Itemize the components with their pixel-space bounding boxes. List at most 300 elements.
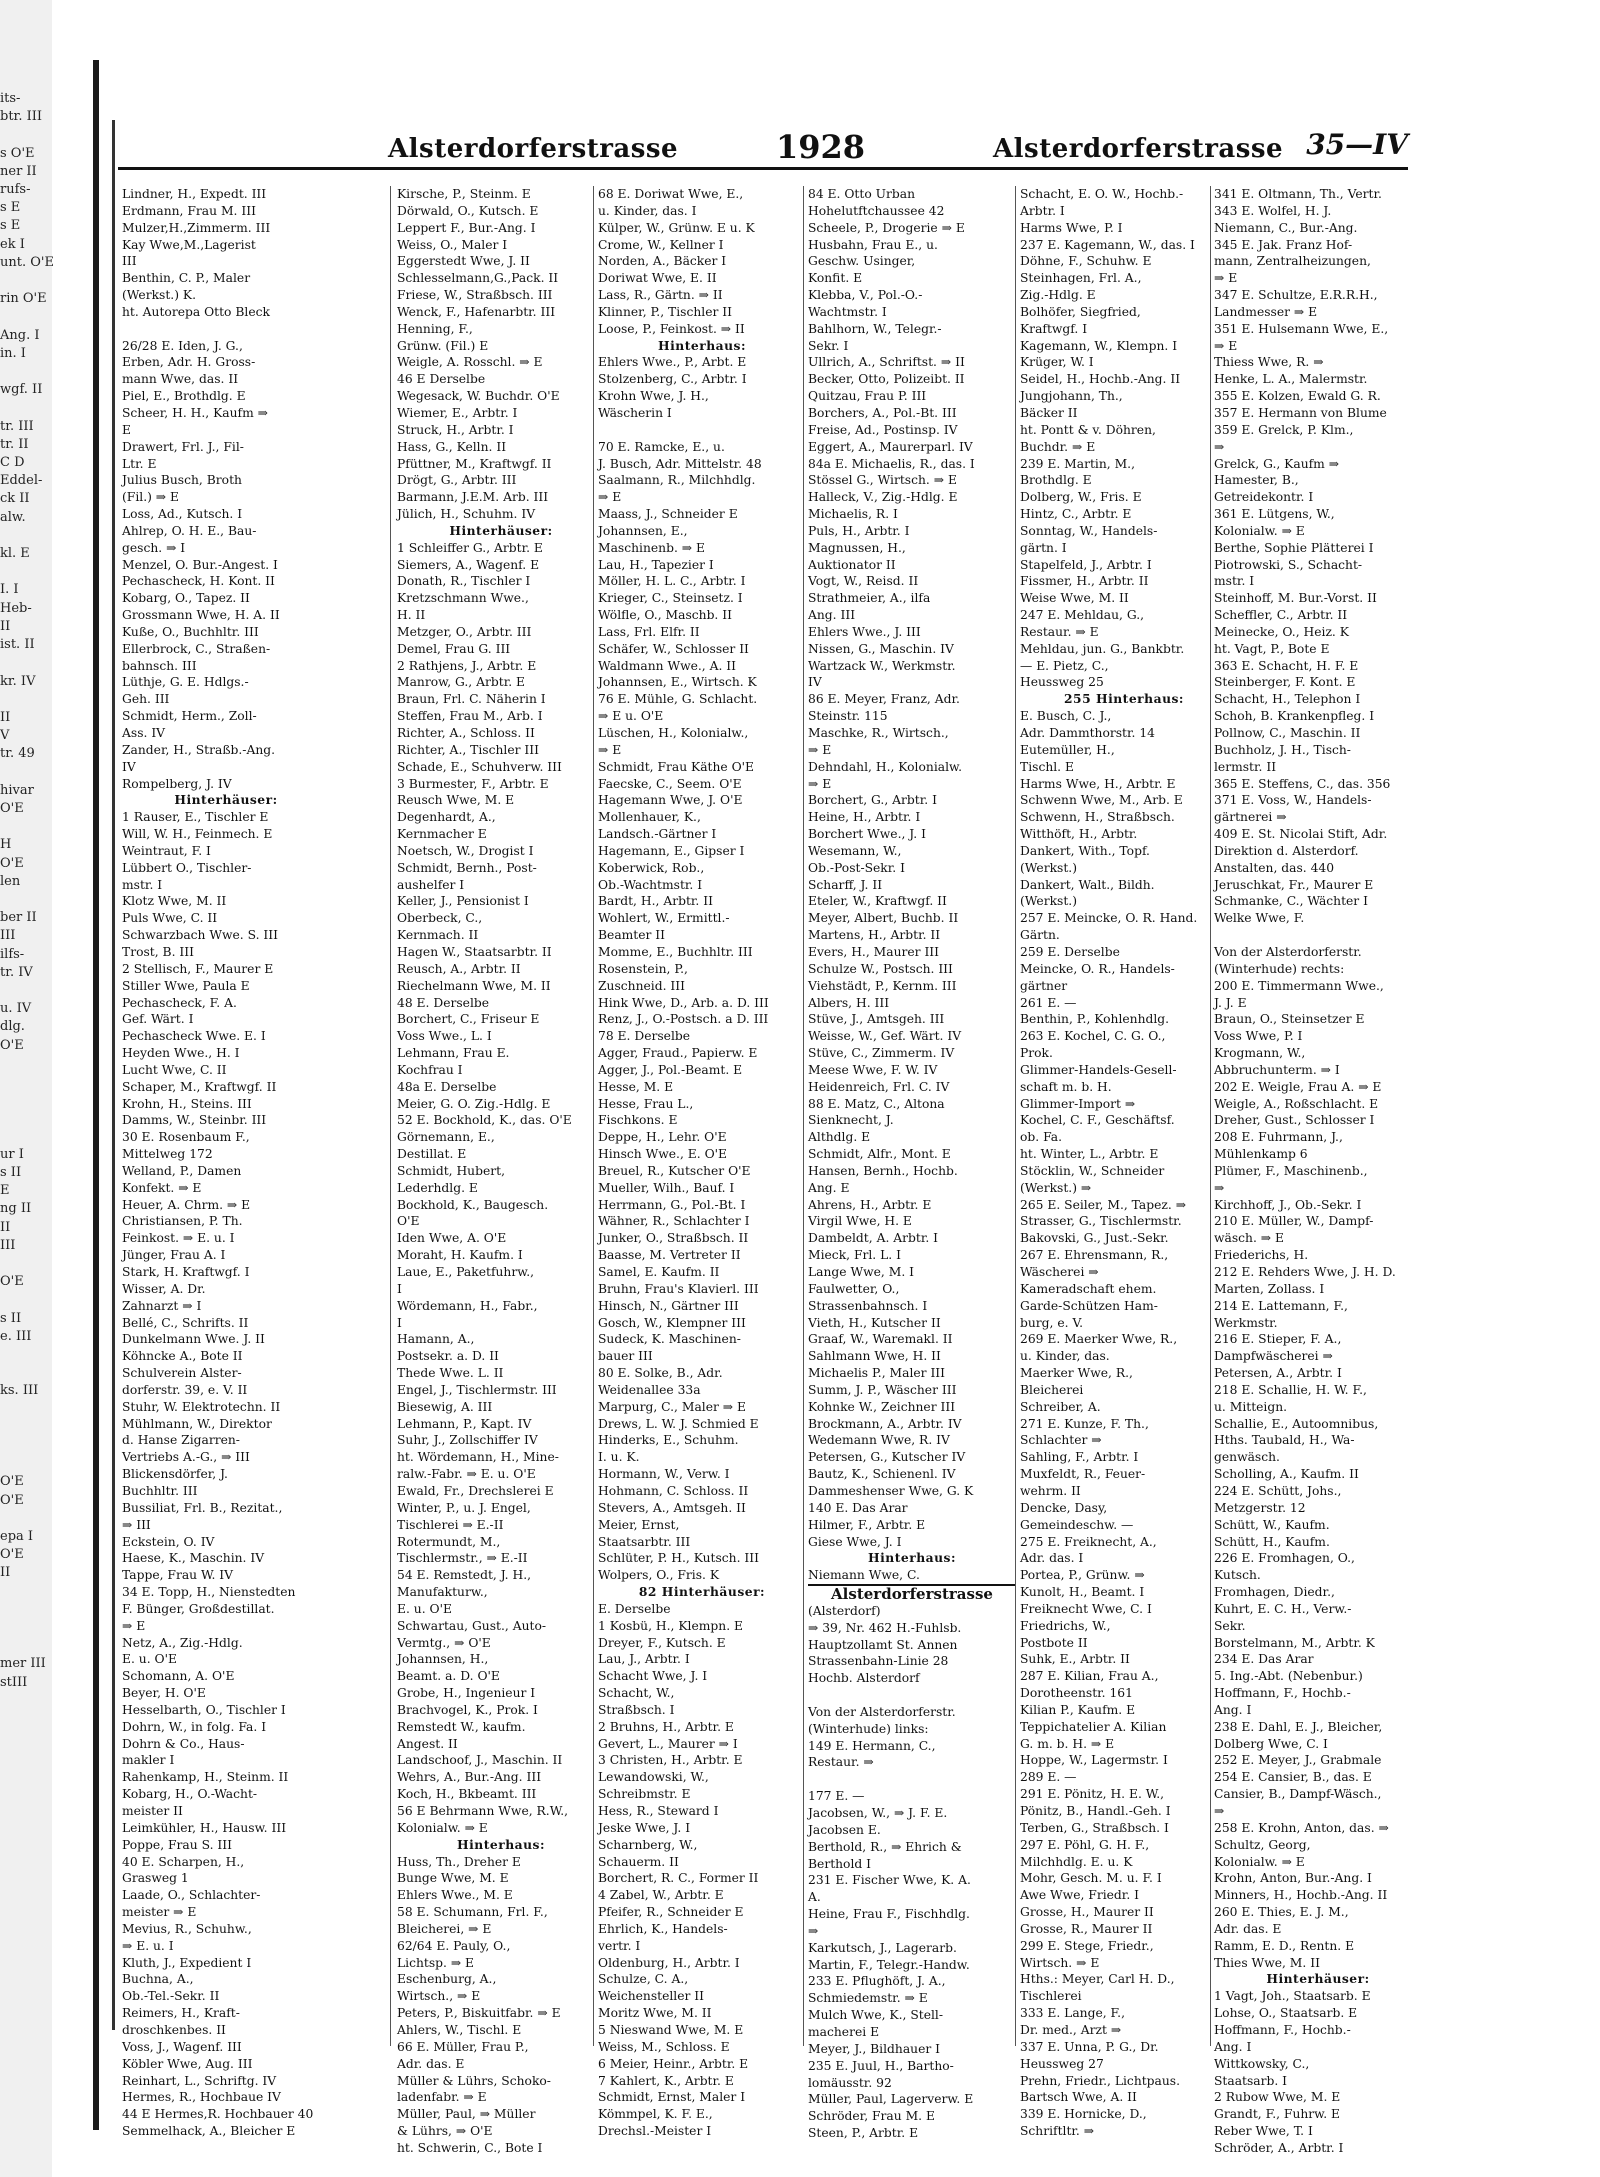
directory-entry-line: E. Busch, C. J., [1020,709,1112,724]
book-gutter [93,60,99,2130]
directory-entry-line: Glimmer-Import ⇒ [1020,1096,1136,1111]
directory-entry-line: Christiansen, P. Th. [122,1214,243,1229]
directory-entry-line: Tischlermstr., ⇒ E.-II [397,1551,528,1566]
directory-entry-line: Grosse, H., Maurer II [1020,1905,1154,1920]
directory-entry-line [598,422,806,439]
directory-entry-line: Dolberg, W., Fris. E [1020,490,1142,505]
directory-entry-line: IV [808,675,822,690]
left-margin-fragment: Heb- [0,600,32,616]
directory-entry-line: mstr. I [122,877,163,892]
directory-entry-line [122,321,330,338]
directory-entry-line: Mohr, Gesch. M. u. F. I [1020,1871,1162,1886]
directory-entry-line: Gemeindeschw. — [1020,1517,1134,1532]
directory-entry-line: ht. Schwerin, C., Bote I [397,2140,543,2155]
directory-entry-line: Hinterhäuser: [449,522,553,538]
directory-entry-line: Julius Busch, Broth [122,473,242,488]
directory-entry-line: Baasse, M. Vertreter II [598,1248,741,1263]
left-margin-fragment [0,1346,100,1364]
directory-entry-line: 56 E Behrmann Wwe, R.W., [397,1804,569,1818]
directory-column-5 [1020,186,1228,2139]
left-margin-fragment [0,126,100,144]
left-margin-fragment [0,691,100,709]
directory-entry-line: Plümer, F., Maschinenb., [1214,1163,1368,1178]
directory-entry-line: Külper, W., Grünw. E u. K [598,220,755,235]
directory-entry-line: 48a E. Derselbe [397,1079,497,1094]
directory-entry-line: Schäfer, W., Schlosser II [598,641,749,656]
directory-entry-line: Martens, H., Arbtr. II [808,928,941,943]
directory-entry-line: 267 E. Ehrensmann, R., [1020,1248,1169,1263]
directory-entry-line: Grelck, G., Kaufm ⇒ [1214,456,1340,471]
directory-entry-line: Peters, P., Biskuitfabr. ⇒ E [397,2006,561,2021]
directory-entry-line: 177 E. — [808,1789,865,1804]
directory-entry-line: Lindner, H., Expedt. III [122,187,267,201]
directory-entry-line: lomäusstr. 92 [808,2075,892,2090]
left-margin-fragment: s E [0,200,21,216]
left-margin-fragment [0,1710,100,1728]
directory-entry-line: Auktionator II [808,557,896,572]
directory-entry-line: Voss, J., Wagenf. III [122,2039,242,2054]
directory-entry-line: Jünger, Frau A. I [122,1248,226,1263]
directory-entry-line: Hauptzollamt St. Annen [808,1637,958,1652]
directory-entry-line: Doriwat Wwe, E. II [598,271,717,286]
directory-entry-line: Norden, A., Bäcker I [598,254,727,269]
directory-entry-line: Remstedt W., kaufm. [397,1719,526,1734]
directory-entry-line: ⇒ E [598,490,622,505]
directory-entry-line: Mollenhauer, K., [598,810,701,825]
directory-entry-line: Hilmer, F., Arbtr. E [808,1517,926,1532]
directory-entry-line: u. Mitteign. [1214,1399,1288,1414]
directory-entry-line: 263 E. Kochel, C. G. O., [1020,1029,1166,1044]
left-margin-fragment: ks. III [0,1383,39,1399]
directory-entry-line: Grünw. (Fil.) E [397,338,489,353]
directory-entry-line: Kohnke W., Zeichner III [808,1399,956,1414]
directory-entry-line: Lehmann, Frau E. [397,1046,510,1061]
directory-entry-line: 46 E Derselbe [397,372,486,387]
directory-entry-line: Thies Wwe, M. II [1214,1955,1320,1970]
directory-entry-line: Von der Alsterdorferstr. [1214,944,1362,959]
directory-entry-line: wäsch. ⇒ E [1214,1231,1284,1246]
directory-entry-line: Koch, H., Bkbeamt. III [397,1787,537,1802]
directory-entry-line: Scheffler, C., Arbtr. II [1214,608,1348,623]
directory-entry-line: Buchdr. ⇒ E [1020,439,1096,454]
directory-entry-line: Ewald, Fr., Drechslerei E [397,1483,554,1498]
directory-entry-line: O'E [397,1214,420,1229]
directory-entry-line: Dambeldt, A. Arbtr. I [808,1231,939,1246]
directory-entry-line: Richter, A., Tischler III [397,742,539,757]
directory-entry-line: Meier, Ernst, [598,1517,680,1532]
directory-entry-line: Maschinenb. ⇒ E [598,540,705,555]
directory-entry-line: Hoppe, W., Lagermstr. I [1020,1753,1168,1768]
left-margin-fragment [0,1437,100,1455]
directory-entry-line: Bleicherei [1020,1382,1084,1397]
directory-entry-line: Husbahn, Frau E., u. [808,237,938,252]
directory-entry-line: Hinterhaus: [867,1550,957,1566]
directory-column-2 [397,186,605,2155]
directory-entry-line: Geschw. Usinger, [808,254,916,269]
left-margin-fragment: II [0,1219,11,1235]
directory-entry-line: Buchhltr. III [122,1483,198,1498]
left-margin-fragment [0,308,100,326]
directory-entry-line: 34 E. Topp, H., Nienstedten [122,1585,296,1600]
directory-entry-line: Vieth, H., Kutscher II [808,1315,941,1330]
directory-entry-line: Berthe, Sophie Plätterei I [1214,540,1374,555]
directory-entry-line: Friese, W., Straßbsch. III [397,288,553,303]
directory-entry-line: 149 E. Hermann, C., [808,1738,936,1753]
left-margin-fragment [0,1910,100,1928]
directory-entry-line: Althdlg. E [808,1130,871,1145]
left-margin-fragment [0,1364,100,1382]
left-margin-fragment [0,1856,100,1874]
directory-entry-line: Tischlerei [1020,1989,1082,2004]
directory-entry-line: Steinstr. 115 [808,709,888,724]
directory-entry-line: Dolberg Wwe, C. I [1214,1736,1328,1751]
directory-entry-line: Schmanke, C., Wächter I [1214,894,1368,909]
directory-entry-line: 359 E. Grelck, P. Klm., [1214,422,1354,437]
directory-entry-line: Reinhart, L., Schriftg. IV [122,2073,277,2088]
directory-entry-line: Agger, J., Pol.-Beamt. E [598,1062,743,1077]
left-margin-fragment [0,982,100,1000]
directory-entry-line: Ass. IV [122,726,166,740]
directory-entry-line: Deppe, H., Lehr. O'E [598,1130,727,1145]
directory-entry-line: Wesemann, W., [808,843,902,858]
directory-entry-line: Kernmacher E [397,827,487,842]
directory-entry-line: J. J. E [1214,995,1247,1010]
directory-entry-line: 238 E. Dahl, E. J., Bleicher, [1214,1719,1383,1734]
directory-entry-line: 234 E. Das Arar [1214,1652,1314,1667]
directory-entry-line: Meier, G. O. Zig.-Hdlg. E [397,1096,551,1111]
directory-entry-line: 347 E. Schultze, E.R.R.H., [1214,288,1378,303]
directory-entry-line: Müller & Lührs, Schoko- [397,2073,551,2088]
directory-entry-line: Haese, K., Maschin. IV [122,1551,265,1566]
directory-entry-line: Hinsch, N., Gärtner III [598,1298,739,1313]
directory-entry-line: ⇒ 39, Nr. 462 H.-Fuhlsb. [808,1620,962,1635]
directory-entry-line: Mulzer,H.,Zimmerm. III [122,220,271,235]
directory-entry-line: u. Kinder, das. I [598,203,697,218]
directory-entry-line: 261 E. — [1020,995,1077,1010]
directory-entry-line: Engel, J., Tischlermstr. III [397,1382,557,1397]
directory-entry-line: Zahnarzt ⇒ I [122,1298,202,1313]
directory-entry-line: Kilian P., Kaufm. E [1020,1702,1136,1717]
directory-entry-line: Meese Wwe, F. W. IV [808,1062,938,1077]
directory-entry-line: Mittelweg 172 [122,1147,213,1162]
directory-entry-line: Giese Wwe, J. I [808,1534,902,1549]
directory-entry-line: Schulverein Alster- [122,1366,242,1381]
column-divider [390,186,391,2046]
directory-entry-line: Eutemüller, H., [1020,742,1115,757]
directory-entry-line: Wäscherei ⇒ [1020,1265,1099,1279]
directory-entry-line: Voss Wwe., L. I [397,1029,492,1044]
left-margin-fragment: C D [0,455,25,471]
directory-entry-line: Weigle, A., Roßschlacht. E [1214,1096,1379,1111]
directory-entry-line: 254 E. Cansier, B., das. E [1214,1770,1372,1785]
directory-entry-line: Werkmstr. [1214,1315,1278,1330]
directory-entry-line: 48 E. Derselbe [397,995,490,1010]
directory-entry-line: 66 E. Müller, Frau P., [397,2039,529,2054]
directory-entry-line: Trost, B. III [122,944,194,959]
directory-entry-line: Adr. das. I [1020,1551,1084,1566]
directory-entry-line: Eschenburg, A., [397,1972,497,1987]
directory-entry-line: vertr. I [598,1938,641,1953]
directory-entry-line: Zig.-Hdlg. E [1020,288,1096,303]
directory-entry-line: Lederhdlg. E [397,1180,478,1195]
page-border-line [112,120,115,2030]
directory-entry-line: Hagen W., Staatsarbtr. II [397,944,552,959]
directory-entry-line: Meyer, J., Bildhauer I [808,2041,941,2056]
directory-entry-line: Graaf, W., Waremakl. II [808,1332,953,1347]
directory-entry-line: 214 E. Lattemann, F., [1214,1298,1348,1313]
directory-entry-line: Eckstein, O. IV [122,1534,215,1549]
directory-entry-line: Petersen, A., Arbtr. I [1214,1366,1342,1381]
directory-entry-line: Stolzenberg, C., Arbtr. I [598,372,747,387]
directory-entry-line: ⇒ [1214,1804,1225,1818]
left-margin-fragment: O'E [0,1274,24,1290]
directory-entry-line: Scheele, P., Drogerie ⇒ E [808,220,965,235]
directory-entry-line: Schlesselmann,G.,Pack. II [397,271,559,286]
directory-entry-line: Reusch Wwe, M. E [397,793,515,808]
directory-entry-line: Wenck, F., Hafenarbtr. III [397,304,556,319]
directory-entry-line: Struck, H., Arbtr. I [397,422,514,437]
directory-entry-line: 333 E. Lange, F., [1020,2006,1125,2021]
directory-entry-line: Schaper, M., Kraftwgf. II [122,1079,277,1094]
directory-entry-line: Ang. I [1214,2039,1252,2054]
directory-entry-line: Konfekt. ⇒ E [122,1180,202,1195]
directory-entry-line: I [397,1281,402,1296]
directory-entry-line: Grandt, F., Fuhrw. E [1214,2107,1341,2122]
directory-entry-line: Saalmann, R., Milchhdlg. [598,473,756,488]
directory-entry-line: 237 E. Kagemann, W., das. I [1020,237,1195,252]
directory-entry-line: Schoh, B. Krankenpfleg. I [1214,709,1375,724]
directory-entry-line: Angest. II [397,1736,458,1751]
directory-entry-line: Schulze, C. A., [598,1972,689,1987]
header-rule [118,167,1408,170]
directory-entry-line: Nissen, G., Maschin. IV [808,641,954,656]
directory-entry-line: ⇒ E. u. I [122,1938,174,1953]
directory-entry-line: Loss, Ad., Kutsch. I [122,507,243,522]
directory-entry-line: Staatsarbtr. III [598,1534,691,1549]
directory-entry-line: 4 Zabel, W., Arbtr. E [598,1888,724,1903]
directory-entry-line: & Lührs, ⇒ O'E [397,2124,493,2139]
directory-entry-line: Kameradschaft ehem. [1020,1281,1157,1296]
left-margin-fragment [0,1055,100,1073]
directory-entry-line: Schlachter ⇒ [1020,1433,1102,1448]
directory-entry-line: Grosse, R., Maurer II [1020,1921,1153,1936]
directory-entry-line: mann, Zentralheizungen, [1214,254,1371,269]
directory-entry-line: Steinhagen, Frl. A., [1020,271,1142,286]
directory-entry-line: 275 E. Freiknecht, A., [1020,1534,1157,1549]
directory-entry-line: Weise Wwe, M. II [1020,591,1129,606]
directory-entry-line: Hesselbarth, O., Tischler I [122,1702,286,1717]
directory-entry-line: 255 Hinterhaus: [1064,691,1184,707]
directory-entry-line: aushelfer I [397,877,465,892]
directory-entry-line: Summ, J. P., Wäscher III [808,1382,957,1397]
directory-entry-line: Dohrn, W., in folg. Fa. I [122,1719,267,1734]
directory-entry-line: Michaelis, R. I [808,507,898,522]
directory-entry-line: Adr. das. E [397,2056,465,2071]
directory-entry-line: Strathmeier, A., ilfa [808,591,931,606]
directory-entry-line: Riechelmann Wwe, M. II [397,978,551,993]
directory-entry-line: Restaur. ⇒ [808,1755,874,1770]
directory-entry-line: Schriftltr. ⇒ [1020,2124,1095,2139]
left-margin-fragment [0,1401,100,1419]
directory-entry-line: E [122,422,131,437]
left-margin-fragment: O'E [0,1492,24,1508]
directory-entry-line: 233 E. Pflughöft, J. A., [808,1974,946,1989]
directory-entry-line: Henning, F., [397,321,473,336]
directory-entry-line: E. u. O'E [397,1601,452,1616]
left-margin-fragment [0,891,100,909]
directory-entry-line: — E. Pietz, C., [1020,658,1109,673]
directory-entry-line: 371 E. Voss, W., Handels- [1214,793,1372,808]
directory-entry-line: Straßbsch. I [598,1702,675,1717]
directory-entry-line: 297 E. Pöhl, G. H. F., [1020,1837,1150,1852]
directory-entry-line: Schmidt, Hubert, [397,1163,505,1178]
directory-entry-line: Faulwetter, O., [808,1281,900,1296]
directory-entry-line: Geh. III [122,692,170,707]
left-margin-fragment: its- [0,91,21,106]
directory-entry-line: Leppert F., Bur.-Ang. I [397,220,536,235]
directory-entry-line: Wittkowsky, C., [1214,2056,1310,2071]
directory-entry-line: Johannsen, E., [598,523,688,538]
directory-entry-line: Hermes, R., Hochbaue IV [122,2090,281,2105]
directory-entry-line: Wördemann, H., Fabr., [397,1298,538,1313]
directory-entry-line: Grasweg 1 [122,1871,189,1886]
directory-entry-line: Cansier, B., Dampf-Wäsch., [1214,1787,1382,1802]
left-margin-fragment: in. I [0,345,26,361]
directory-entry-line: Vogt, W., Reisd. II [808,574,919,589]
directory-entry-line: Johannsen, H., [397,1652,489,1667]
directory-entry-line: Brothdlg. E [1020,473,1092,488]
directory-entry-line: Schwenn, H., Straßbsch. [1020,810,1175,825]
directory-entry-line: Hamester, B., [1214,473,1299,488]
directory-entry-line: Menzel, O. Bur.-Angest. I [122,557,278,572]
directory-entry-line: Scharff, J. II [808,877,883,892]
directory-entry-line: Portea, P., Grünw. ⇒ [1020,1568,1145,1583]
directory-entry-line: Will, W. H., Feinmech. E [122,827,273,842]
directory-entry-line: ht. Winter, L., Arbtr. E [1020,1147,1159,1162]
directory-entry-line: ht. Wördemann, H., Mine- [397,1450,559,1465]
directory-entry-line: Teppichatelier A. Kilian [1020,1719,1167,1734]
directory-entry-line: Semmelhack, A., Bleicher E [122,2124,296,2139]
left-margin-fragment: O'E [0,1547,24,1563]
directory-entry-line: Steen, P., Arbtr. E [808,2126,919,2141]
directory-entry-line: gesch. ⇒ I [122,540,186,555]
directory-entry-line: Barmann, J.E.M. Arb. III [397,490,549,505]
directory-entry-line: Strassenbahn-Linie 28 [808,1654,949,1669]
directory-entry-line: Lass, R., Gärtn. ⇒ II [598,288,723,303]
directory-entry-line: 231 E. Fischer Wwe, K. A. [808,1873,971,1888]
directory-entry-line: Momme, E., Buchhltr. III [598,944,753,959]
directory-entry-line: Lehmann, P., Kapt. IV [397,1416,532,1431]
directory-entry-line: Netz, A., Zig.-Hdlg. [122,1635,243,1650]
directory-entry-line: Henke, L. A., Malermstr. [1214,372,1368,387]
directory-entry-line: Alsterdorferstrasse [808,1584,1016,1603]
directory-entry-line: ⇒ E [1214,338,1238,353]
directory-entry-line: Weisse, W., Gef. Wärt. IV [808,1029,962,1044]
directory-entry-line: Puls, H., Arbtr. I [808,523,910,538]
directory-entry-line: Hansen, Bernh., Hochb. [808,1163,958,1178]
left-margin-fragment [0,527,100,545]
directory-entry-line: Dunkelmann Wwe. J. II [122,1332,265,1347]
directory-entry-line: Buchholz, J. H., Tisch- [1214,742,1351,757]
directory-entry-line [808,1687,1016,1704]
left-margin-fragment [0,764,100,782]
directory-entry-line: Virgil Wwe, H. E [808,1214,912,1229]
directory-entry-line: 239 E. Martin, M., [1020,456,1135,471]
directory-entry-line: Sekr. [1214,1618,1246,1633]
left-margin-fragment: len [0,873,21,889]
directory-entry-line: 202 E. Weigle, Frau A. ⇒ E [1214,1079,1382,1094]
directory-entry-line: Bellé, C., Schrifts. II [122,1315,249,1330]
directory-entry-line: Degenhardt, A., [397,810,496,825]
directory-entry-line: Kagemann, W., Klempn. I [1020,338,1178,353]
directory-entry-line: Hink Wwe, D., Arb. a. D. III [598,995,769,1010]
left-margin-fragment: O'E [0,1474,24,1490]
directory-entry-line: Destillat. E [397,1147,467,1162]
left-margin-fragment [0,818,100,836]
directory-entry-line: 271 E. Kunze, F. Th., [1020,1416,1149,1431]
directory-entry-line: Albers, H. III [808,995,890,1010]
directory-entry-line: 289 E. — [1020,1770,1077,1785]
directory-entry-line: mstr. I [1214,574,1255,589]
directory-entry-line: Dorotheenstr. 161 [1020,1686,1133,1701]
directory-entry-line: 287 E. Kilian, Frau A., [1020,1669,1159,1684]
directory-entry-line: Kernmach. II [397,928,479,943]
directory-entry-line: Winter, P., u. J. Engel, [397,1500,531,1515]
directory-entry-line: Keller, J., Pensionist I [397,894,529,909]
left-margin-fragment [0,1091,100,1109]
directory-entry-line: 80 E. Solke, B., Adr. [598,1366,723,1381]
directory-entry-line: 365 E. Steffens, C., das. 356 [1214,776,1391,791]
directory-entry-line: Fissmer, H., Arbtr. II [1020,574,1149,589]
directory-entry-line [808,1771,1016,1788]
directory-entry-line: ⇒ E [598,742,622,757]
directory-entry-line: Ramm, E. D., Rentn. E [1214,1938,1355,1953]
directory-entry-line: macherei E [808,2024,880,2039]
directory-entry-line: F. Bünger, Großdestillat. [122,1601,275,1616]
directory-entry-line: Piel, E., Brothdlg. E [122,389,246,404]
directory-entry-line: Hesse, M. E [598,1079,674,1094]
directory-entry-line: Sonntag, W., Handels- [1020,523,1158,538]
directory-entry-line: Kraftwgf. I [1020,321,1088,336]
directory-entry-line: 258 E. Krohn, Anton, das. ⇒ [1214,1820,1389,1835]
directory-entry-line: Schütt, H., Kaufm. [1214,1534,1330,1549]
directory-entry-line: Ullrich, A., Schriftst. ⇒ II [808,355,965,370]
directory-entry-line: Wegesack, W. Buchdr. O'E [397,389,560,404]
directory-entry-line: Direktion d. Alsterdorf. [1214,843,1359,858]
directory-entry-line: Schröder, Frau M. E [808,2109,935,2124]
directory-entry-line: Harms Wwe, H., Arbtr. E [1020,776,1176,791]
directory-entry-line [1214,927,1422,944]
directory-entry-line: Heyden Wwe., H. I [122,1046,240,1061]
directory-entry-line: Schacht, W., [598,1686,675,1701]
left-margin-fragment: II [0,618,11,634]
directory-entry-line: Steinberger, F. Kont. E [1214,675,1356,690]
directory-entry-line: Bunge Wwe, M. E [397,1871,509,1886]
left-margin-fragment: rin O'E [0,291,47,307]
left-margin-fragment: II [0,709,11,725]
directory-entry-line: Manrow, G., Arbtr. E [397,675,526,690]
directory-entry-line: d. Hanse Zigarren- [122,1433,240,1448]
directory-entry-line: Hths.: Meyer, Carl H. D., [1020,1972,1175,1987]
directory-entry-line: Köbler Wwe, Aug. III [122,2056,253,2071]
directory-entry-line: Meyer, Albert, Buchb. II [808,911,959,926]
directory-entry-line: (Werkst.) [1020,894,1077,909]
left-margin-fragment: stIII [0,1674,28,1690]
directory-entry-line: Hess, R., Steward I [598,1804,719,1818]
directory-entry-line: 44 E Hermes,R. Hochbauer 40 [122,2107,314,2122]
directory-entry-line: Oldenburg, H., Arbtr. I [598,1955,740,1970]
directory-entry-line: Stark, H. Kraftwgf. I [122,1265,250,1279]
